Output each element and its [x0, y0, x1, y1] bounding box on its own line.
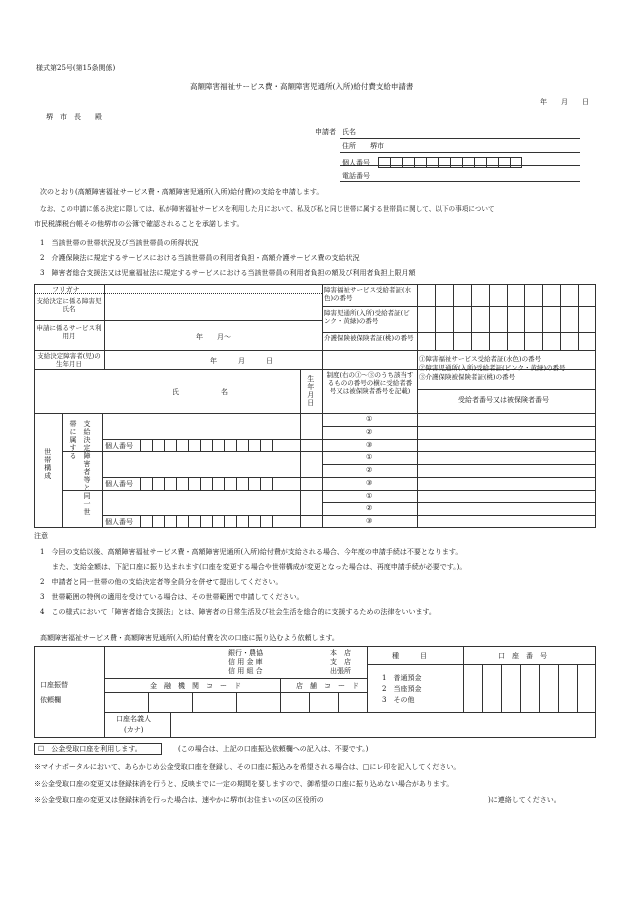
holder-kana-label: (カナ) [124, 726, 144, 734]
legend-1: ①障害福祉サービス受給者証(水色)の番号 [419, 355, 542, 363]
public-account-checkbox[interactable]: ☐ 公金受取口座を利用します。 [38, 745, 142, 753]
member-mynumber-label: 個人番号 [105, 441, 133, 450]
birthdate-label: 支給決定障害者(児)の生年月日 [37, 352, 101, 369]
member-mynumber-label: 個人番号 [105, 479, 133, 488]
consent-item-1: 1 当該世帯の世帯状況及び当該世帯員の所得状況 [40, 239, 199, 247]
member-name-field[interactable] [102, 413, 300, 438]
consent-item-3: 3 障害者総合支援法又は児童福祉法に規定するサービスにおける当該世帯員の利用者負担の額及び利用者負担上限月額 [40, 269, 416, 277]
bank-label-1: 口座振替 [40, 681, 68, 689]
applicant-address-field[interactable] [340, 152, 580, 153]
branch-code-label: 店 舗 コ ー ド [296, 682, 359, 690]
system-circle-3: ③ [366, 440, 373, 449]
service-month-label: 申請に係るサービス利用月 [36, 324, 102, 341]
birth-column-header: 生年月日 [306, 375, 315, 407]
recipient-name-label: 支給決定に係る障害児氏名 [36, 297, 102, 314]
note-2: 2 申請者と同一世帯の他の支給決定者等全員分を併せて提出してください。 [40, 578, 283, 586]
remark-3-end: )に連絡してください。 [488, 796, 561, 804]
bank-label-2: 依頼欄 [40, 696, 61, 704]
account-type-header: 種 目 [392, 652, 427, 660]
name-column-header: 氏 名 [172, 388, 228, 396]
intro-paragraph-3: 市民税課税台帳その他堺市の公簿で確認されることを承諾します。 [34, 220, 244, 228]
addressee: 堺 市 長 殿 [46, 113, 102, 121]
note-4: 4 この様式において「障害者総合支援法」とは、障害者の日常生活及び社会生活を総合的に支援するための法律をいいます。 [40, 608, 436, 616]
inst-type-3: 信 用 組 合 [228, 667, 263, 675]
inst-type-2: 信 用 金 庫 [228, 658, 263, 666]
holder-label: 口座名義人 [116, 715, 151, 723]
account-type-3[interactable]: 3 その他 [382, 696, 415, 704]
consent-item-2: 2 介護保険法に規定するサービスにおける当該世帯員の利用者負担・高額介護サービス費の支給状況 [40, 254, 360, 262]
cert3-label: 介護保険被保険者証(桃)の番号 [324, 334, 414, 342]
system-circle-1: ① [366, 453, 373, 462]
account-number-header: 口 座 番 号 [498, 652, 547, 660]
member-mynumber-label: 個人番号 [105, 518, 133, 527]
form-title: 高額障害福祉サービス費・高額障害児通所(入所)給付費支給申請書 [190, 82, 414, 91]
household-label: 世帯構成 [43, 448, 52, 480]
applicant-name-label: 氏名 [342, 128, 356, 136]
branch-type-1: 本 店 [330, 649, 351, 657]
account-type-2[interactable]: 2 当座預金 [382, 685, 422, 693]
notes-heading: 注意 [34, 532, 48, 540]
system-circle-2: ② [366, 427, 373, 436]
system-circle-2: ② [366, 466, 373, 475]
cert1-label: 障害福祉サービス受給者証(水色)の番号 [324, 286, 412, 303]
system-column-header: 制度(右の①～③のうち該当するものの番号の横に受給者番号又は被保険者番号を記載) [326, 371, 414, 396]
branch-type-3: 出張所 [330, 667, 351, 675]
note-3: 3 世帯範囲の特例の適用を受けている場合は、その世帯範囲で申請してください。 [40, 593, 304, 601]
applicant-address-label: 住所 [342, 142, 356, 150]
applicant-heading: 申請者 [315, 128, 336, 136]
note-1b: また、支給金額は、下記口座に振り込まれます(口座を変更する場合や世帯構成が変更となった場合は、再度申請手続が必要です。)。 [52, 563, 467, 571]
intro-paragraph-2: なお、この申請に係る決定に際しては、私が障害福祉サービスを利用した月において、私及び私と同じ世帯に属する世帯員に関して、以下の事項について [40, 205, 495, 213]
bank-intro: 高額障害福祉サービス費・高額障害児通所(入所)給付費を次の口座に振り込むよう依頼します。 [40, 634, 339, 642]
date-field[interactable]: 年 月 日 [540, 98, 589, 106]
legend-2: ②障害児通所(入所)受給者証(ピンク・黄緑)の番号 [419, 364, 566, 372]
birthdate-value[interactable]: 年 月 日 [210, 357, 273, 365]
number-column-header: 受給者番号又は被保険者番号 [458, 396, 549, 404]
system-circle-2: ② [366, 504, 373, 513]
public-account-note: (この場合は、上記の口座振込依頼欄への記入は、不要です。) [178, 745, 369, 753]
applicant-phone-label: 電話番号 [342, 172, 370, 180]
applicant-phone-field[interactable] [340, 181, 580, 182]
applicant-mynumber-label: 個人番号 [342, 159, 370, 167]
account-type-1[interactable]: 1 普通預金 [382, 674, 422, 682]
remark-1: ※マイナポータルにおいて、あらかじめ公金受取口座を登録し、その口座に振込みを希望される場合は、□にレ印を記入してください。 [34, 763, 461, 771]
inst-type-1: 銀行・農協 [228, 649, 263, 657]
form-number: 様式第25号(第15条関係) [36, 64, 116, 72]
system-circle-3: ③ [366, 517, 373, 526]
system-circle-3: ③ [366, 478, 373, 487]
intro-paragraph-1: 次のとおり(高額障害福祉サービス費・高額障害児通所(入所)給付費)の支給を申請します。 [40, 188, 324, 196]
system-circle-1: ① [366, 415, 373, 423]
remark-2: ※公金受取口座の変更又は登録抹消を行うと、反映までに一定の期間を要しますので、御希望の口座に振り込めない場合があります。 [34, 780, 454, 788]
cert2-label: 障害児通所(入所)受給者証(ピンク・黄緑)の番号 [324, 309, 410, 326]
member-name-field[interactable] [102, 451, 300, 476]
applicant-address-value: 堺市 [370, 142, 384, 150]
furigana-label: フリガナ [52, 286, 80, 294]
system-circle-1: ① [366, 491, 373, 500]
applicant-name-field[interactable] [340, 138, 580, 139]
household-sub-label: 支給決定障害者等と同一世帯に属する [69, 420, 91, 516]
member-name-field[interactable] [102, 490, 300, 515]
note-1: 1 今回の支給以後、高額障害福祉サービス費・高額障害児通所(入所)給付費が支給される場合、今年度の申請手続は不要となります。 [40, 548, 463, 556]
legend-3: ③介護保険被保険者証(桃)の番号 [419, 373, 516, 381]
remark-3: ※公金受取口座の変更又は登録抹消を行った場合は、速やかに堺市(お住まいの区の区役所の [34, 796, 324, 804]
branch-type-2: 支 店 [330, 658, 351, 666]
service-month-value[interactable]: 年 月～ [196, 333, 231, 341]
bank-code-label: 金 融 機 関 コ ー ド [150, 682, 241, 690]
